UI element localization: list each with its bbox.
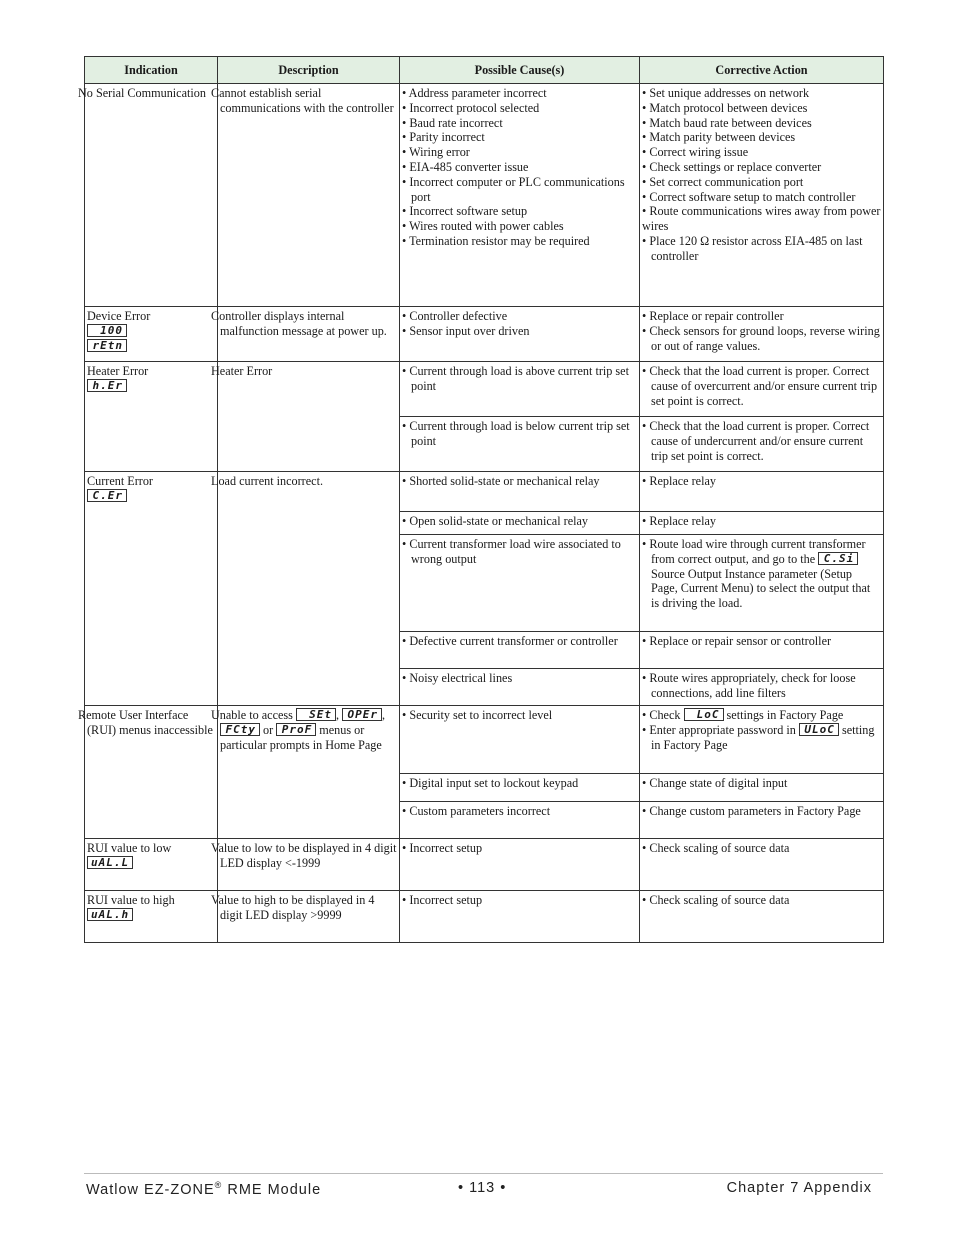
action-cell <box>640 417 884 472</box>
action-item: • Change state of digital input <box>642 776 788 790</box>
col-header-description: Description <box>218 57 400 84</box>
causes-cell <box>400 512 640 535</box>
cause-item: • Open solid-state or mechanical relay <box>402 514 588 528</box>
action-cell <box>640 512 884 535</box>
cause-item: • Address parameter incorrect <box>402 86 547 100</box>
action-cell <box>640 84 884 307</box>
action-cell <box>640 891 884 943</box>
action-item: • Correct wiring issue <box>642 145 749 160</box>
footer-divider <box>84 1173 883 1174</box>
indication-cell: Device Error 100 rEtn <box>85 307 218 362</box>
col-header-indication: Indication <box>85 57 218 84</box>
cause-item: • Wires routed with power cables <box>402 219 564 234</box>
indication-cell: RUI value to high uAL.h <box>85 891 218 943</box>
causes-cell <box>400 632 640 669</box>
action-cell <box>640 535 884 632</box>
causes-cell <box>400 891 640 943</box>
description-cell: Value to low to be displayed in 4 digit LED display <-1999 <box>218 839 400 891</box>
lcd-display: C.Si <box>818 552 858 565</box>
table-row <box>85 362 884 417</box>
cause-item: • Digital input set to lockout keypad <box>402 776 579 790</box>
cause-item: • Incorrect protocol selected <box>402 100 540 115</box>
lcd-display: rEtn <box>87 339 127 352</box>
table-row <box>85 706 884 774</box>
cause-item: • Current through load is below current trip set point <box>402 419 630 448</box>
causes-cell <box>400 362 640 417</box>
action-item: • Check scaling of source data <box>642 893 790 907</box>
action-item: • Replace or repair controller <box>642 309 784 323</box>
causes-cell <box>400 307 640 362</box>
action-cell <box>640 706 884 774</box>
page-number: • 113 • <box>458 1180 507 1196</box>
cause-item: • Incorrect software setup <box>402 204 528 219</box>
action-item: • Route communications wires away from power wires <box>642 204 881 234</box>
table-row <box>85 307 884 362</box>
cause-item: • EIA-485 converter issue <box>402 159 529 174</box>
indication-cell: Remote User Interface (RUI) menus inaccessible <box>85 706 218 839</box>
cause-item: • Defective current transformer or controller <box>402 634 618 648</box>
table-row <box>85 891 884 943</box>
causes-cell <box>400 839 640 891</box>
cause-item: • Controller defective <box>402 309 508 323</box>
causes-cell <box>400 84 640 307</box>
cause-item: • Termination resistor may be required <box>402 233 590 248</box>
indication-cell: No Serial Communication <box>85 84 218 307</box>
action-item: • Place 120 Ω resistor across EIA-485 on last controller <box>642 233 863 263</box>
causes-cell <box>400 774 640 802</box>
description-cell: Value to high to be displayed in 4 digit LED display >9999 <box>218 891 400 943</box>
table-row <box>85 472 884 512</box>
cause-item: • Current transformer load wire associated to wrong output <box>402 537 621 566</box>
description-cell: Controller displays internal malfunction message at power up. <box>218 307 400 362</box>
action-item: • Set unique addresses on network <box>642 86 810 100</box>
causes-cell <box>400 472 640 512</box>
action-item: • Check that the load current is proper. Correct cause of undercurrent and/or ensure current trip set point is correct. <box>642 419 870 463</box>
action-item: • Check that the load current is proper. Correct cause of overcurrent and/or ensure current trip set point is correct. <box>642 364 878 408</box>
cause-item: • Incorrect setup <box>402 841 483 855</box>
description-cell: Cannot establish serial communications with the controller <box>218 84 400 307</box>
lcd-display: uAL.L <box>87 856 133 869</box>
description-cell: Unable to access SEt , OPEr , FCty or ProF menus or particular prompts in Home Page <box>218 706 400 839</box>
footer-title: Watlow EZ-ZONE® RME Module <box>86 1180 322 1198</box>
cause-item: • Security set to incorrect level <box>402 708 553 722</box>
cause-item: • Sensor input over driven <box>402 323 530 338</box>
col-header-causes: Possible Cause(s) <box>400 57 640 84</box>
cause-item: • Wiring error <box>402 145 470 160</box>
description-cell: Load current incorrect. <box>218 472 400 706</box>
causes-cell <box>400 669 640 706</box>
table-header-row <box>85 57 884 84</box>
lcd-display: ProF <box>276 723 316 736</box>
causes-cell <box>400 417 640 472</box>
lcd-display: OPEr <box>342 708 382 721</box>
action-cell <box>640 472 884 512</box>
action-item: • Route load wire through current transformer from correct output, and go to the C.Si Source Output Instance parameter (Setup Page, Current Menu) to select the output that is driving the load. <box>642 537 871 611</box>
action-item: • Check sensors for ground loops, reverse wiring or out of range values. <box>642 323 880 353</box>
table-row <box>85 839 884 891</box>
lcd-display: uAL.h <box>87 908 133 921</box>
lcd-display: 100 <box>87 324 127 337</box>
indication-cell: RUI value to low uAL.L <box>85 839 218 891</box>
cause-item: • Incorrect setup <box>402 893 483 907</box>
indication-cell: Heater Error h.Er <box>85 362 218 472</box>
action-item: • Match protocol between devices <box>642 100 808 115</box>
chapter-label: Chapter 7 Appendix <box>726 1180 872 1196</box>
action-item: • Replace relay <box>642 514 716 528</box>
table-row <box>85 84 884 307</box>
lcd-display: C.Er <box>87 489 127 502</box>
causes-cell <box>400 535 640 632</box>
lcd-display: ULoC <box>799 723 839 736</box>
cause-item: • Shorted solid-state or mechanical relay <box>402 474 600 488</box>
cause-item: • Noisy electrical lines <box>402 671 513 685</box>
action-item: • Check LoC settings in Factory Page <box>642 708 844 722</box>
action-item: • Check scaling of source data <box>642 841 790 855</box>
action-item: • Replace or repair sensor or controller <box>642 634 832 648</box>
causes-cell <box>400 802 640 839</box>
action-cell <box>640 632 884 669</box>
troubleshooting-table <box>78 56 884 943</box>
action-item: • Replace relay <box>642 474 716 488</box>
action-item: • Check settings or replace converter <box>642 159 822 174</box>
lcd-display: LoC <box>684 708 724 721</box>
cause-item: • Incorrect computer or PLC communications port <box>402 174 625 204</box>
lcd-display: SEt <box>296 708 336 721</box>
action-cell <box>640 774 884 802</box>
action-item: • Route wires appropriately, check for loose connections, add line filters <box>642 671 856 700</box>
action-cell <box>640 307 884 362</box>
action-cell <box>640 362 884 417</box>
cause-item: • Current through load is above current trip set point <box>402 364 629 393</box>
action-item: • Enter appropriate password in ULoC setting in Factory Page <box>642 722 875 752</box>
action-item: • Change custom parameters in Factory Page <box>642 804 861 818</box>
col-header-action: Corrective Action <box>640 57 884 84</box>
cause-item: • Parity incorrect <box>402 130 485 145</box>
action-item: • Set correct communication port <box>642 174 804 189</box>
description-cell: Heater Error <box>218 362 400 472</box>
indication-cell: Current Error C.Er <box>85 472 218 706</box>
action-cell <box>640 802 884 839</box>
action-item: • Match parity between devices <box>642 130 796 145</box>
cause-item: • Custom parameters incorrect <box>402 804 551 818</box>
action-cell <box>640 839 884 891</box>
action-item: • Match baud rate between devices <box>642 115 812 130</box>
causes-cell <box>400 706 640 774</box>
lcd-display: FCty <box>220 723 260 736</box>
lcd-display: h.Er <box>87 379 127 392</box>
action-item: • Correct software setup to match controller <box>642 189 856 204</box>
action-cell <box>640 669 884 706</box>
cause-item: • Baud rate incorrect <box>402 115 503 130</box>
